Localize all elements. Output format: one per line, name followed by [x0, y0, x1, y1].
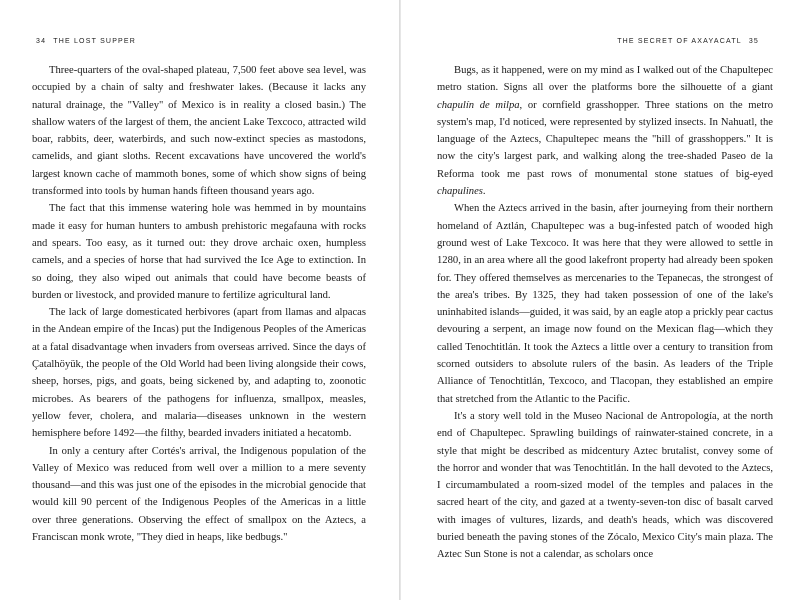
text-run: , or cornfield grasshopper. Three stations on the metro system's map, I'd noticed, were represented by stylized insects. In Nahuatl, the language of the Aztecs, Chapultepec means the "hill of grasshoppers." It is now the city's largest park, and walking along the tree-shaded Paseo de la Reforma took me past rows of monumental stone statues of big-eyed [437, 99, 773, 180]
italic-term: chapulines [437, 186, 483, 198]
text-run: . [482, 186, 486, 198]
paragraph: The lack of large domesticated herbivores (apart from llamas and alpacas in the Andean empire of the Incas) put the Indigenous Peoples of the Americas at a fatal disadvantage when invaders from overseas arrived. Since the days of Çatalhöyük, the people of the Old World had been living alongside their cows, sheep, horses, pigs, and goats, being sickened by, and adapting to, zoonotic microbes. As bearers of the pathogens for influenza, smallpox, measles, yellow fever, cholera, and malaria—diseases unknown in the western hemisphere before 1492—the filthy, bearded invaders initiated a hecatomb. [32, 307, 366, 440]
text-run: It's a story well told in the Museo Nacional de Antropología, at the north end of Chapultepec. Sprawling buildings of rainwater-stained concrete, in a style that might be described as midcentury Aztec brutalist, convey some of the horror and wonder that was Tenochtitlán. In the hall devoted to the Aztecs, I circumambulated a room-sized model of the temples and palaces in the sacred heart of the city, and gazed at a twenty-seven-ton disc of basalt carved with images of vultures, lizards, and death's heads, which was discovered buried beneath the paving stones of the Zócalo, Mexico City's main plaza. The Aztec Sun Stone is not a calendar, as scholars once [437, 410, 773, 561]
paragraph [437, 62, 773, 200]
left-page [0, 0, 399, 600]
right-page [401, 0, 800, 600]
right-page-number: 35 [748, 38, 759, 45]
left-running-title: THE LOST SUPPER [53, 38, 137, 45]
paragraph: In only a century after Cortés's arrival, the Indigenous population of the Valley of Mexico was reduced from well over a million to a mere seventy thousand—and this was just one of the episodes in the microbial genocide that would kill 90 percent of the Indigenous Peoples of the Americas in a little over three generations. Observing the effect of smallpox on the Aztecs, a Franciscan monk wrote, "They died in heaps, like bedbugs." [32, 445, 366, 544]
right-body-text [437, 62, 773, 564]
right-running-title: THE SECRET OF AXAYACATL [617, 38, 742, 45]
left-running-head [32, 38, 136, 45]
left-page-number: 34 [36, 38, 47, 45]
paragraph: The fact that this immense watering hole was hemmed in by mountains made it easy for human hunters to ambush prehistoric megafauna with rocks and spears. Too easy, as it turned out: they drove archaic oxen, humpless camels, and a species of horse that had survived the Ice Age to extinction. In so doing, they also wiped out animals that could have become beasts of burden or livestock, and provided manure to fertilize agricultural land. [32, 203, 366, 301]
right-running-head [617, 38, 763, 45]
left-body-text [32, 62, 366, 546]
paragraph: Three-quarters of the oval-shaped plateau, 7,500 feet above sea level, was occupied by a chain of salty and freshwater lakes. (Because it lacks any natural drainage, the "Valley" of Mexico is in reality a closed basin.) The shallow waters of the largest of them, the ancient Lake Texcoco, attracted wild boar, rabbits, deer, waterbirds, and such now-extinct species as mastodons, camelids, and giant sloths. Recent excavations have uncovered the world's largest known cache of mammoth bones, some of which show signs of being transformed into tools by human hands fifteen thousand years ago. [32, 65, 366, 198]
text-run: Bugs, as it happened, were on my mind as I walked out of the Chapultepec metro station. Signs all over the platforms bore the silhouette of a giant [437, 65, 773, 94]
italic-term: chapulín de milpa [437, 99, 520, 111]
paragraph [437, 408, 773, 564]
text-run: When the Aztecs arrived in the basin, after journeying from their northern homeland of Aztlán, Chapultepec was a bug-infested patch of wooded high ground west of Lake Texcoco. It was here that they were allowed to settle in 1280, in an area where all the good lakefront property had already been spoken for. They offered themselves as mercenaries to the Tepanecas, the strongest of the area's tribes. By 1325, they had taken possession of one of the lake's uninhabited islands—guided, it was said, by an eagle atop a prickly pear cactus devouring a serpent, an image now found on the Mexican flag—which they called Tenochtitlán. It took the Aztecs a little over a century to transition from scorned outsiders to absolute rulers of the basin. As leaders of the Triple Alliance of Tenochtitlán, Texcoco, and Tlacopan, they established an empire that stretched from the Atlantic to the Pacific. [437, 203, 773, 405]
paragraph [437, 200, 773, 408]
